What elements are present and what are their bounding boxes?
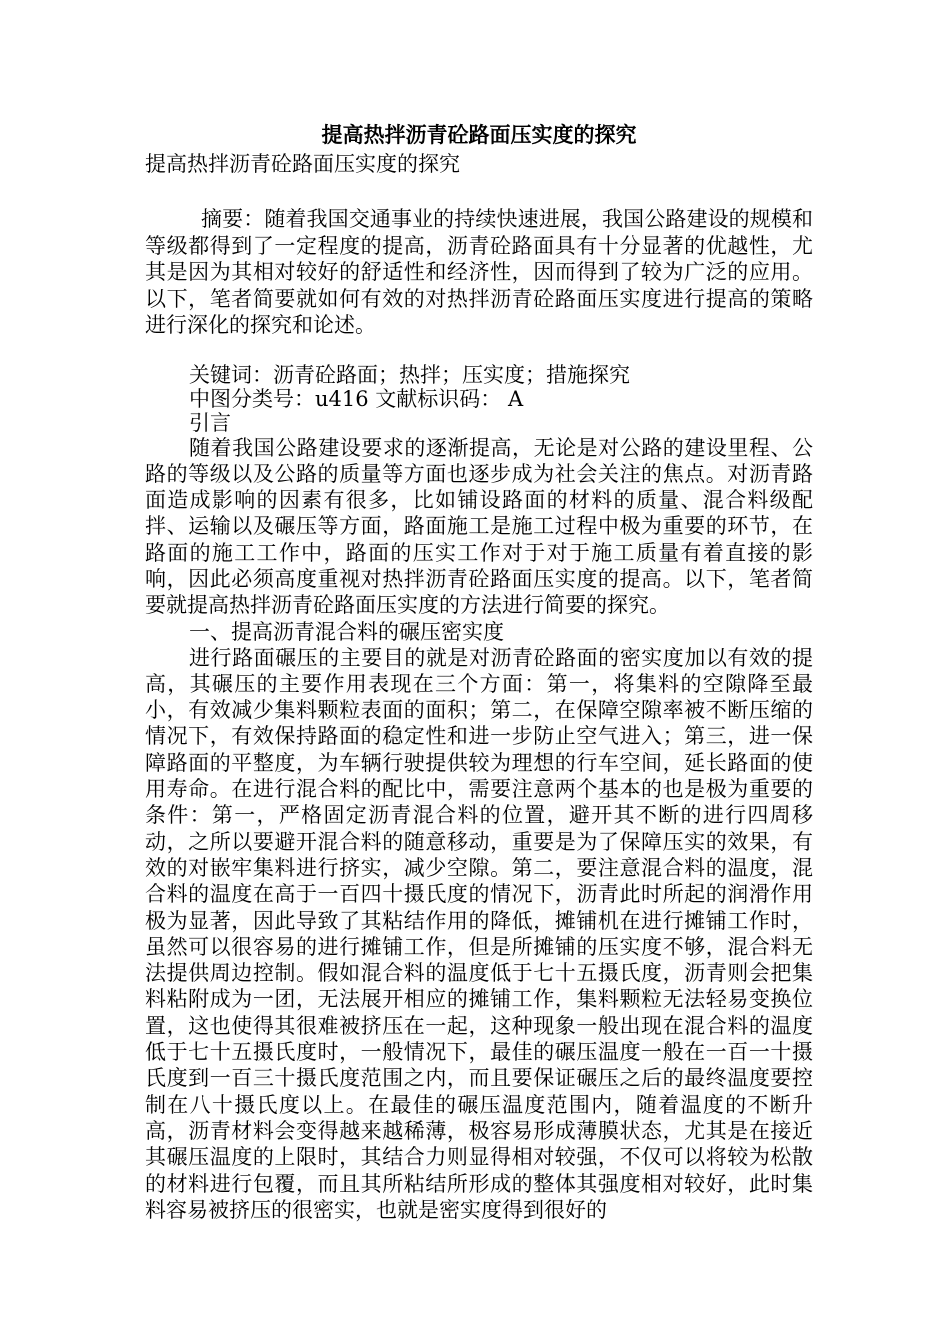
document-title: 提高热拌沥青砼路面压实度的探究 — [321, 122, 637, 147]
section-1-heading: 一、提高沥青混合料的碾压密实度 — [189, 619, 504, 644]
document-body — [145, 120, 813, 1223]
section-1-paragraph: 进行路面碾压的主要目的就是对沥青砼路面的密实度加以有效的提高，其碾压的主要作用表现在三个方面：第一，将集料的空隙降至最小，有效减少集料颗粒表面的面积；第二，在保障空隙率被不断压缩的情况下，有效保持路面的稳定性和进一步防止空气进入；第三，进一保障路面的平整度，为车辆行驶提供较为理想的行车空间，延长路面的使用寿命。在进行混合料的配比中，需要注意两个基本的也是极为重要的条件：第一，严格固定沥青混合料的位置，避开其不断的进行四周移动，之所以要避开混合料的随意移动，重要是为了保障压实的效果，有效的对嵌牢集料进行挤实，减少空隙。第二，要注意混合料的温度，混合料的温度在高于一百四十摄氏度的情况下，沥青此时所起的润滑作用极为显著，因此导致了其粘结作用的降低，摊铺机在进行摊铺工作时，虽然可以很容易的进行摊铺工作，但是所摊铺的压实度不够，混合料无法提供周边控制。假如混合料的温度低于七十五摄氏度，沥青则会把集料粘附成为一团，无法展开相应的摊铺工作，集料颗粒无法轻易变换位置，这也使得其很难被挤压在一起，这种现象一般出现在混合料的温度低于七十五摄氏度时，一般情况下，最佳的碾压温度一般在一百一十摄氏度到一百三十摄氏度范围之内，而且要保证碾压之后的最终温度要控制在八十摄氏度以上。在最佳的碾压温度范围内，随着温度的不断升高，沥青材料会变得越来越稀薄，极容易形成薄膜状态，尤其是在接近其碾压温度的上限时，其结合力则显得相对较强，不仅可以将较为松散的材料进行包覆，而且其所粘结所形成的整体其强度相对较好，此时集料容易被挤压的很密实，也就是密实度得到很好的 — [145, 645, 813, 1222]
abstract-paragraph: 摘要：随着我国交通事业的持续快速进展，我国公路建设的规模和等级都得到了一定程度的提高，沥青砼路面具有十分显著的优越性，尤其是因为其相对较好的舒适性和经济性，因而得到了较为广泛的应用。以下，笔者简要就如何有效的对热拌沥青砼路面压实度进行提高的策略进行深化的探究和论述。 — [145, 207, 813, 337]
intro-heading: 引言 — [189, 410, 231, 435]
document-subtitle: 提高热拌沥青砼路面压实度的探究 — [145, 152, 460, 176]
keywords-line: 关键词：沥青砼路面；热拌；压实度；措施探究 — [189, 362, 630, 387]
classification-line: 中图分类号：u416 文献标识码： A — [189, 386, 524, 411]
intro-paragraph: 随着我国公路建设要求的逐渐提高，无论是对公路的建设里程、公路的等级以及公路的质量等方面也逐步成为社会关注的焦点。对沥青路面造成影响的因素有很多，比如铺设路面的材料的质量、混合料级配拌、运输以及碾压等方面，路面施工是施工过程中极为重要的环节，在路面的施工工作中，路面的压实工作对于对于施工质量有着直接的影响，因此必须高度重视对热拌沥青砼路面压实度的提高。以下，笔者简要就提高热拌沥青砼路面压实度的方法进行简要的探究。 — [145, 435, 813, 618]
